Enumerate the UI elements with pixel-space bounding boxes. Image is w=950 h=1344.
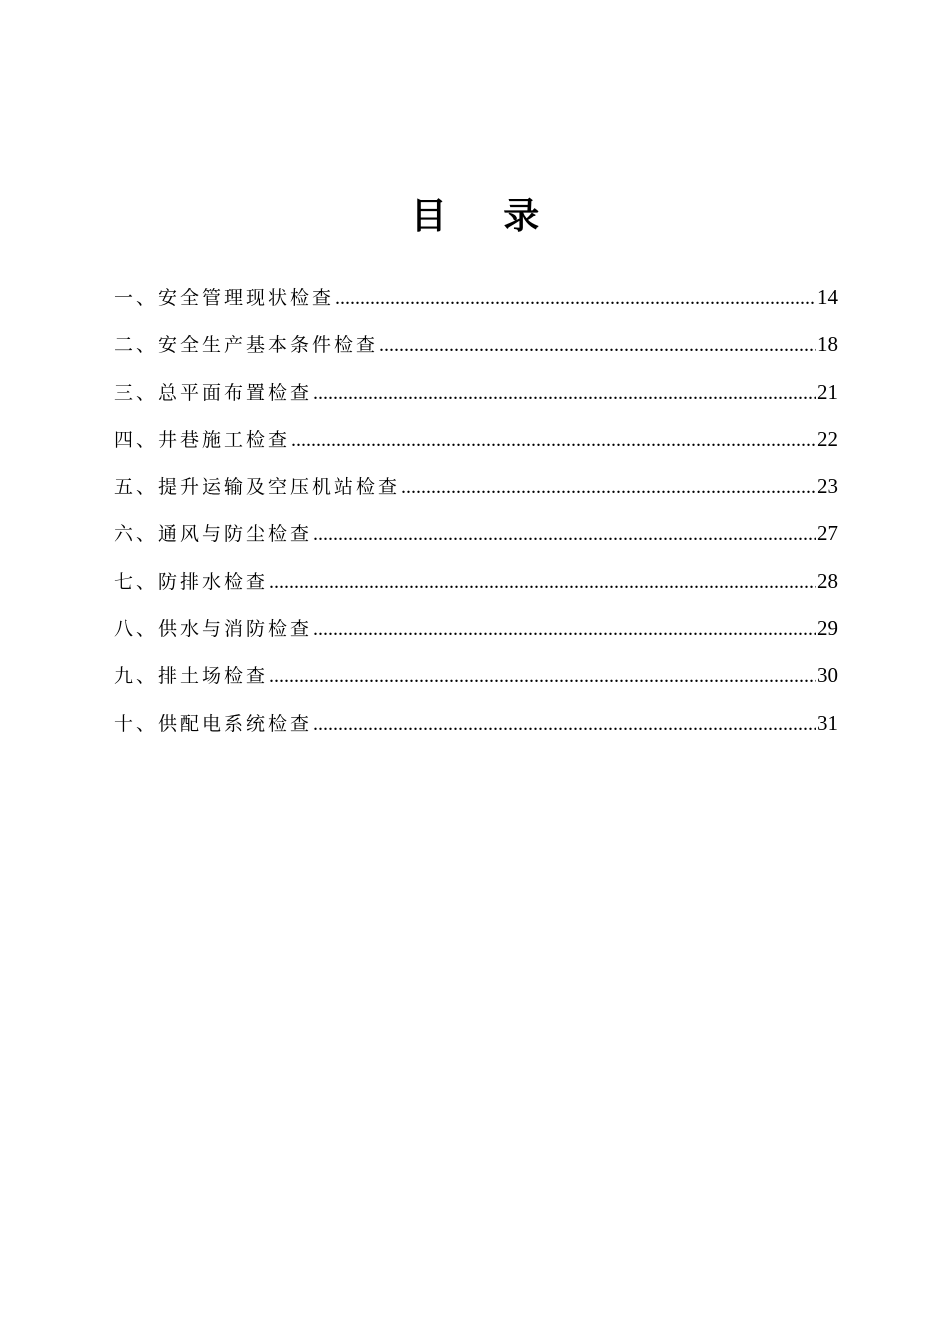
toc-page-number: 22 <box>817 426 838 451</box>
toc-entry-label: 四、井巷施工检查 <box>114 428 291 451</box>
toc-entry-label: 一、安全管理现状检查 <box>114 287 335 309</box>
toc-entry[interactable] <box>114 327 838 374</box>
toc-dot-leader <box>269 565 816 599</box>
table-of-contents <box>114 280 838 753</box>
toc-entry[interactable] <box>114 658 838 705</box>
toc-page-number: 18 <box>817 332 838 357</box>
toc-entry[interactable] <box>114 564 838 611</box>
toc-entry[interactable] <box>114 280 838 327</box>
toc-entry-label: 六、通风与防尘检查 <box>114 523 313 546</box>
toc-entry-label: 五、提升运输及空压机站检查 <box>114 476 401 499</box>
toc-page-number: 29 <box>817 616 838 641</box>
toc-entry[interactable] <box>114 469 838 516</box>
toc-entry[interactable] <box>114 375 838 422</box>
toc-dot-leader <box>291 423 816 457</box>
toc-entry[interactable] <box>114 706 838 753</box>
toc-entry-label: 八、供水与消防检查 <box>114 618 313 641</box>
toc-dot-leader <box>335 281 816 315</box>
toc-entry-label: 九、排土场检查 <box>114 665 269 688</box>
toc-page-number: 14 <box>817 285 838 309</box>
toc-page-number: 30 <box>817 663 838 688</box>
toc-entry[interactable] <box>114 516 838 563</box>
toc-page-number: 23 <box>817 474 838 499</box>
toc-page-number: 28 <box>817 568 838 593</box>
toc-page-number: 21 <box>817 379 838 404</box>
toc-dot-leader <box>313 612 816 646</box>
toc-entry-label: 二、安全生产基本条件检查 <box>114 334 379 357</box>
toc-entry-label: 七、防排水检查 <box>114 570 269 593</box>
toc-page-number: 31 <box>817 710 838 735</box>
toc-dot-leader <box>401 470 816 504</box>
toc-dot-leader <box>313 707 816 741</box>
toc-entry[interactable] <box>114 422 838 469</box>
toc-entry[interactable] <box>114 611 838 658</box>
toc-entry-label: 三、总平面布置检查 <box>114 381 313 404</box>
toc-dot-leader <box>379 328 816 362</box>
toc-dot-leader <box>313 376 816 410</box>
toc-title: 目 录 <box>410 195 562 237</box>
toc-entry-label: 十、供配电系统检查 <box>114 712 313 735</box>
toc-dot-leader <box>269 659 816 693</box>
toc-page-number: 27 <box>817 521 838 546</box>
toc-dot-leader <box>313 517 816 551</box>
